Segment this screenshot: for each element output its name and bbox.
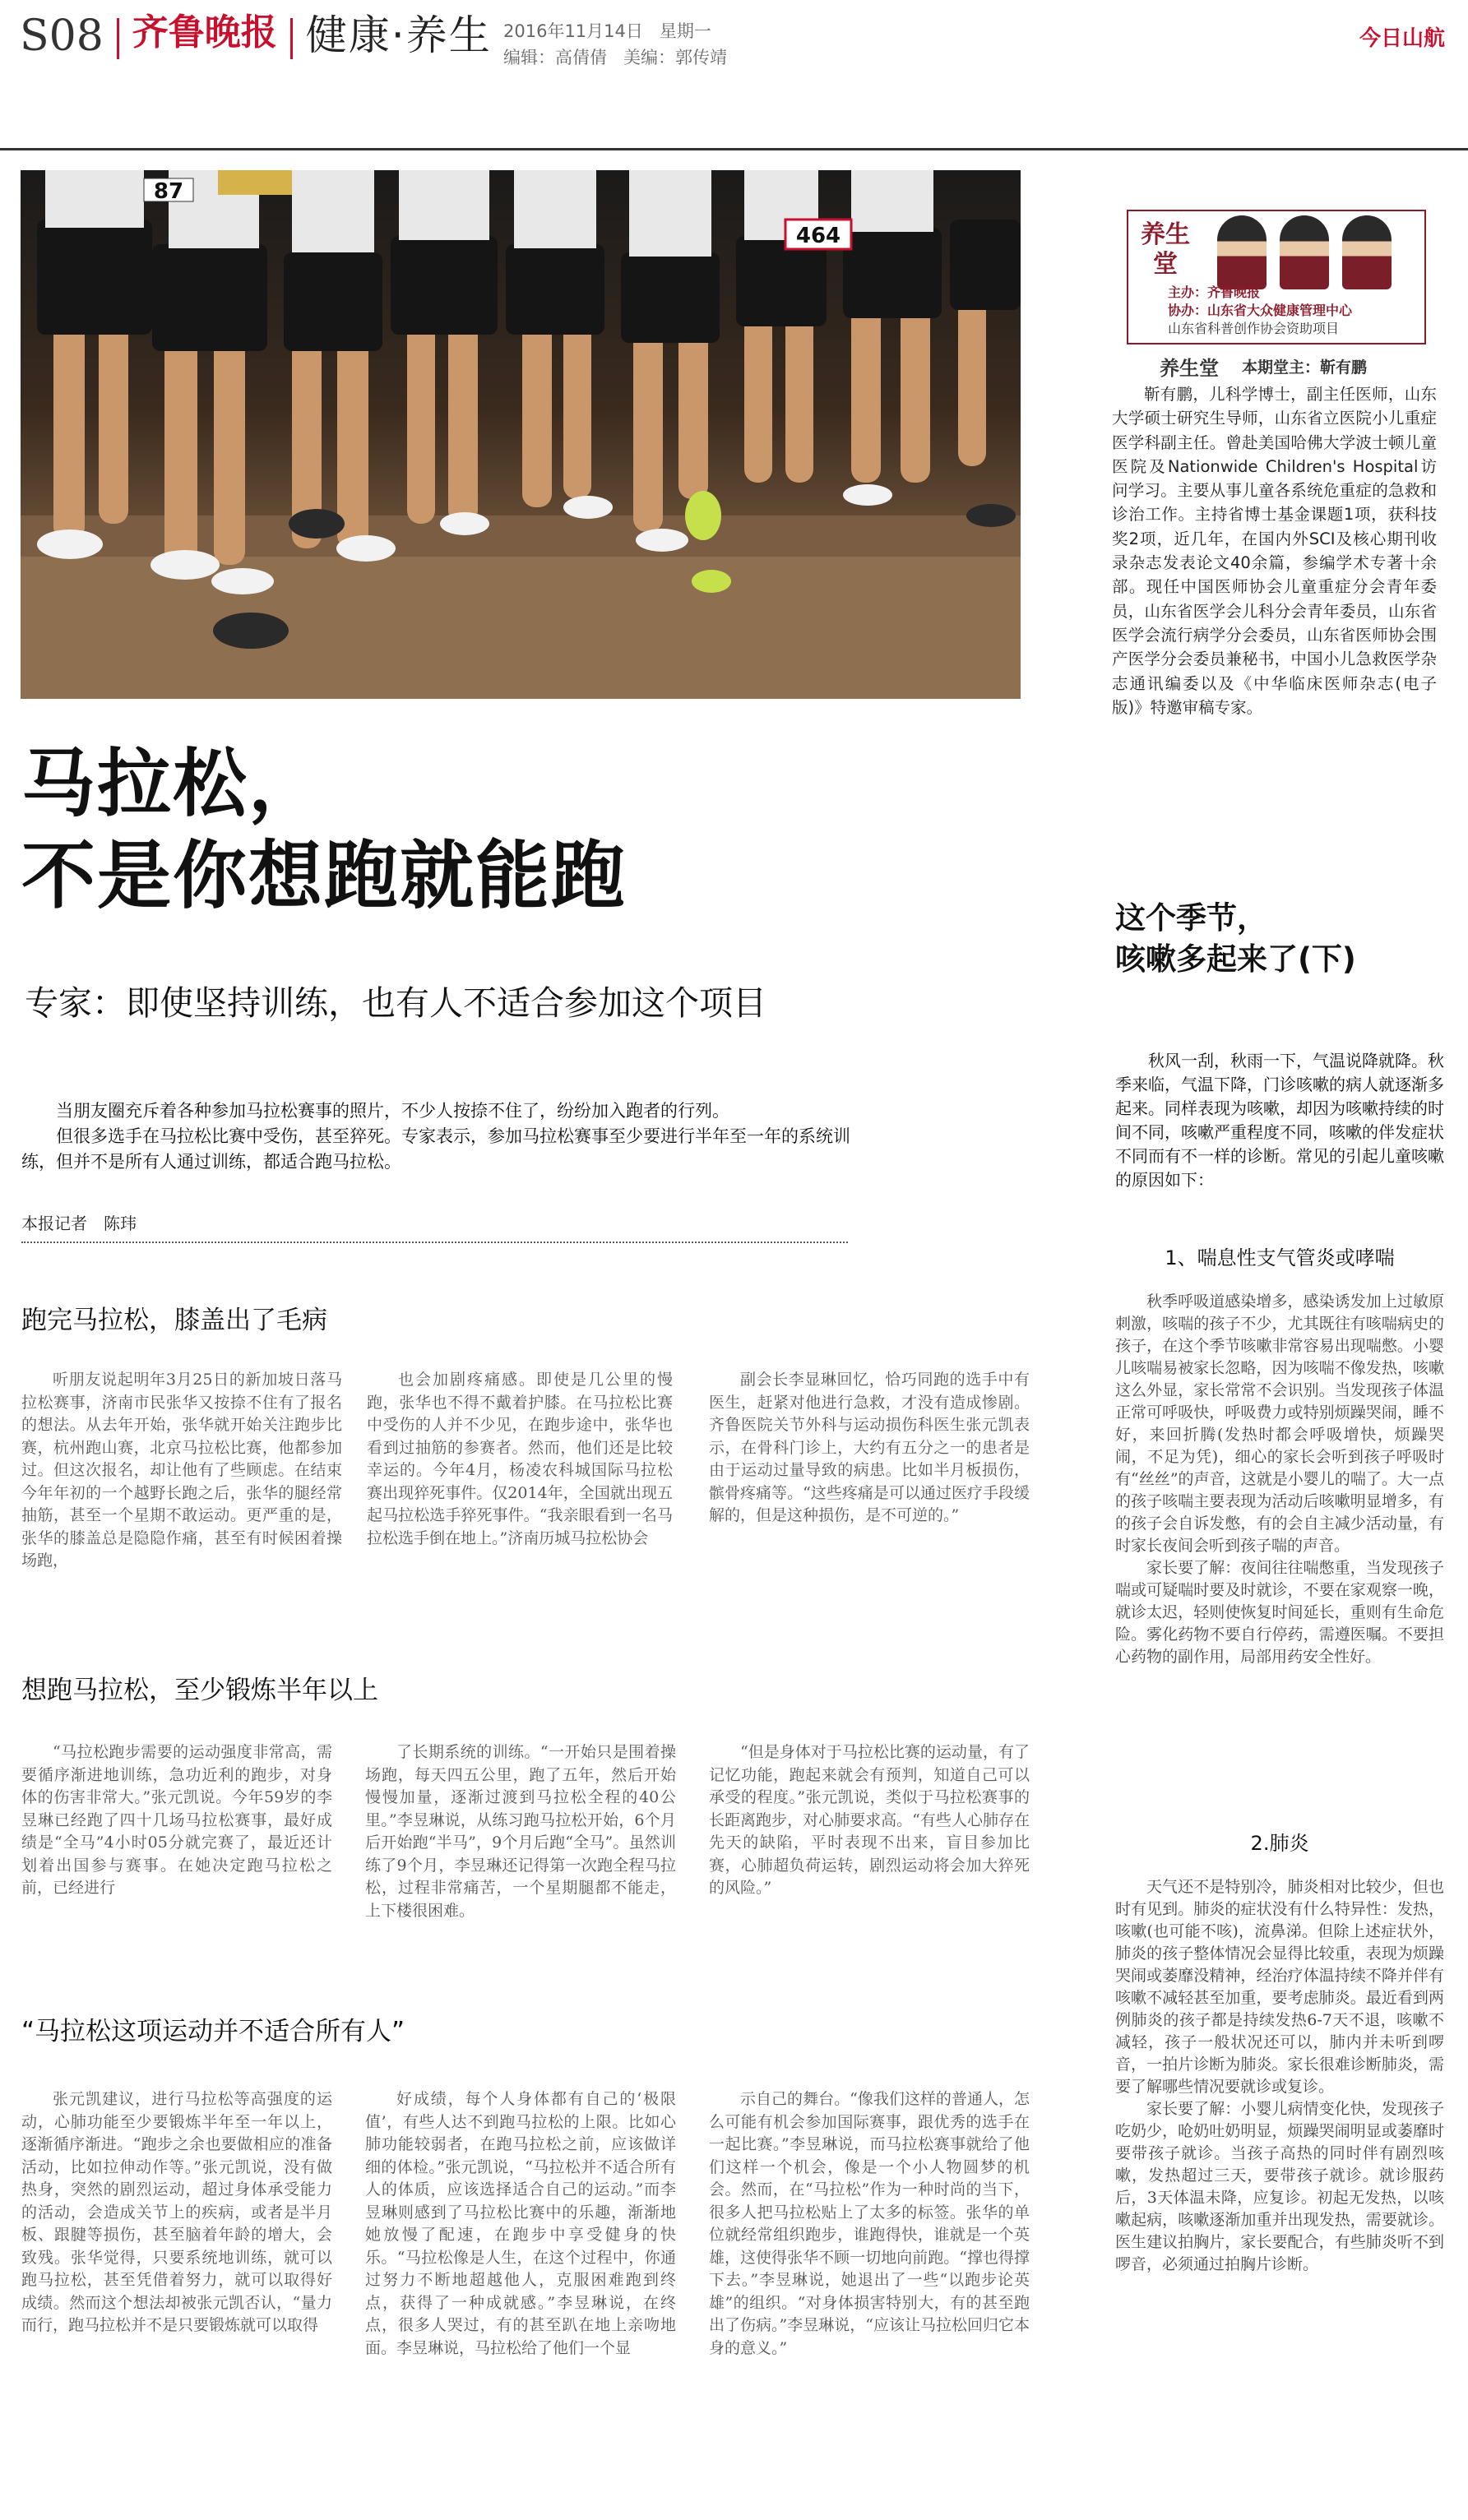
brand-credits <box>1168 284 1415 338</box>
designer: 美编：郭传靖 <box>623 48 728 67</box>
marathon-runners-photo <box>21 170 1021 699</box>
right-subheading: 1、喘息性支气管炎或哮喘 <box>1165 1246 1395 1269</box>
right-article-intro: 秋风一刮，秋雨一下，气温说降就降。秋季来临，气温下降，门诊咳嗽的病人就逐渐多起来。同样表现为咳嗽，却因为咳嗽持续的时间不同，咳嗽严重程度不同，咳嗽的伴发症状不同而有不一样的诊断。常见的引起儿童咳嗽的原因如下： <box>1115 1051 1444 1190</box>
section-name: 健康·养生 <box>305 12 492 59</box>
host-line: 主办：齐鲁晚报 <box>1168 284 1261 300</box>
divider <box>117 18 119 59</box>
co-host-line: 协办：山东省大众健康管理中心 <box>1168 303 1353 318</box>
project-line: 山东省科普创作协会资助项目 <box>1168 321 1340 336</box>
brand-logo: 养生堂 <box>1141 220 1190 279</box>
avatar <box>1217 215 1267 289</box>
right-paragraph: 家长要了解：夜间往往喘憋重，当发现孩子喘或可疑喘时要及时就诊，不要在家观察一晚，就诊太迟，轻则使恢复时间延长，重则有生命危险。雾化药物不要自行停药，需遵医嘱。不要担心药物的副作用，局部用药安全性好。 <box>1115 1559 1444 1666</box>
editor: 编辑：高倩倩 <box>503 48 607 67</box>
body-column: 了长期系统的训练。“一开始只是围着操场跑，每天四五公里，跑了五年，然后开始慢慢加量，逐渐过渡到马拉松全程的40公里。”李昱琳说，从练习跑马拉松开始，6个月后开始跑“半马”，9个月后跑“全马”。虽然训练了9个月，李昱琳还记得第一次跑全程马拉松，过程非常痛苦，一个星期腿都不能走，上下楼很困难。 <box>365 1743 676 1920</box>
right-paragraph: 秋季呼吸道感染增多，感染诱发加上过敏原刺激，咳喘的孩子不少，尤其既往有咳喘病史的孩子，在这个季节咳嗽非常容易出现喘憋。小婴儿咳喘易被家长忽略，因为咳喘不像发热，咳嗽这么外显，家长常常不会识别。当发现孩子体温正常可呼吸快，呼吸费力或特别烦躁哭闹，睡不好，来回折腾(发热时都会呼吸增快，烦躁哭闹，不足为凭)，细心的家长会听到孩子呼吸时有“丝丝”的声音，这就是小婴儿的喘了。大一点的孩子咳喘主要表现为活动后咳嗽明显增多，有的孩子会自诉发憋，有的会自主减少活动量，有时家长夜间会听到孩子喘的声音。 <box>1115 1292 1444 1555</box>
byline: 本报记者 陈玮 <box>21 1214 137 1233</box>
body-column: “但是身体对于马拉松比赛的运动量，有了记忆功能，跑起来就会有预判，知道自己可以承受的程度。”张元凯说，类似于马拉松赛事的长距离跑步，对心肺要求高。“有些人心肺存在先天的缺陷，平时表现不出来，盲目参加比赛，心肺超负荷运转，剧烈运动将会加大猝死的风险。” <box>709 1743 1030 1897</box>
headline-line-1: 马拉松， <box>21 741 324 827</box>
headline-line-2: 不是你想跑就能跑 <box>21 833 627 919</box>
column-host: 本期堂主：靳有鹏 <box>1242 358 1368 377</box>
header-tagline: 今日山航 <box>1359 26 1445 51</box>
right-body-block <box>1115 1291 1444 1668</box>
body-column: 示自己的舞台。“像我们这样的普通人，怎么可能有机会参加国际赛事，跟优秀的选手在一起比赛。”李昱琳说，而马拉松赛事就给了他们这样一个机会，像是一个小人物圆梦的机会。然而，在“马拉松”作为一种时尚的当下，很多人把马拉松贴上了太多的标签。张华的单位就经常组织跑步，谁跑得快，谁就是一个英雄，这使得张华不顾一切地向前跑。“撑也得撑下去。”李昱琳说，她退出了一些“以跑步论英雄”的组织。“对身体损害特别大，有的甚至跑出了伤病。”李昱琳说，“应该让马拉松回归它本身的意义。” <box>709 2090 1030 2357</box>
subheadline: 专家：即使坚持训练，也有人不适合参加这个项目 <box>25 983 766 1023</box>
right-paragraph: 家长要了解：小婴儿病情变化快，发现孩子吃奶少，呛奶吐奶明显，烦躁哭闹明显或萎靡时要带孩子就诊。当孩子高热的同时伴有剧烈咳嗽，发热超过三天，要带孩子就诊。就诊服药后，3天体温未降，应复诊。初起无发热，以咳嗽起病，咳嗽逐渐加重并出现发热，需要就诊。医生建议拍胸片，家长要配合，有些肺炎听不到啰音，必须通过拍胸片诊断。 <box>1115 2100 1444 2273</box>
divider <box>290 18 293 59</box>
right-title-line-2: 咳嗽多起来了(下) <box>1115 941 1356 977</box>
body-column: 听朋友说起明年3月25日的新加坡日落马拉松赛事，济南市民张华又按捺不住有了报名的想法。从去年开始，张华就开始关注跑步比赛，杭州跑山赛，北京马拉松比赛，他都参加过。但这次报名，却让他有了些顾虑。在结束今年年初的一个越野长跑之后，张华的腿经常抽筋，甚至一个星期不敢运动。更严重的是，张华的膝盖总是隐隐作痛，甚至有时候困着操场跑， <box>21 1371 342 1570</box>
right-body-block <box>1115 1876 1444 2276</box>
bib-number-87: 87 <box>153 179 184 204</box>
section-heading: 跑完马拉松，膝盖出了毛病 <box>21 1306 327 1335</box>
body-column: 张元凯建议，进行马拉松等高强度的运动，心肺功能至少要锻炼半年至一年以上，逐渐循序渐进。“跑步之余也要做相应的准备活动，比如拉伸动作等。”张元凯说，没有做热身，突然的剧烈运动，超过身体承受能力的活动，会造成关节上的疾病，或者是半月板、跟腱等损伤，甚至脑着年龄的增大，会致残。张华觉得，只要系统地训练，就可以跑马拉松，甚至凭借着努力，就可以取得好成绩。然而这个想法却被张元凯否认，“量力而行，跑马拉松并不是只要锻炼就可以取得 <box>21 2090 332 2334</box>
lead-paragraph: 但很多选手在马拉松比赛中受伤，甚至猝死。专家表示，参加马拉松赛事至少要进行半年至一年的系统训练，但并不是所有人通过训练，都适合跑马拉松。 <box>21 1126 850 1172</box>
bib-number-464: 464 <box>795 224 841 248</box>
lead-paragraphs <box>21 1098 852 1175</box>
right-article-title <box>1115 898 1444 980</box>
section-heading: “马拉松这项运动并不适合所有人” <box>21 2017 405 2046</box>
weekday: 星期一 <box>659 21 711 41</box>
body-column: 好成绩，每个人身体都有自己的‘极限值’，有些人达不到跑马拉松的上限。比如心肺功能较弱者，在跑马拉松之前，应该做详细的体检。”张元凯说，“马拉松并不适合所有人的体质，应该选择适合自己的运动。”而李昱琳则感到了马拉松比赛中的乐趣，渐渐地她放慢了配速，在跑步中享受健身的快乐。“马拉松像是人生，在这个过程中，你通过努力不断地超越他人，克服困难跑到终点，获得了一种成就感。”李昱琳说，在终点，很多人哭过，有的甚至趴在地上亲吻地面。李昱琳说，马拉松给了他们一个显 <box>365 2090 676 2357</box>
right-subheading: 2.肺炎 <box>1250 1832 1309 1855</box>
right-title-line-1: 这个季节， <box>1115 900 1267 936</box>
host-portraits <box>1217 215 1392 289</box>
paper-name: 齐鲁晚报 <box>132 12 277 53</box>
section-heading: 想跑马拉松，至少锻炼半年以上 <box>21 1676 378 1705</box>
expert-bio: 靳有鹏，儿科学博士，副主任医师，山东大学硕士研究生导师，山东省立医院小儿重症医学科副主任。曾赴美国哈佛大学波士顿儿童医院及Nationwide Children's Hospital访问学习。主要从事儿童各系统危重症的急救和诊治工作。主持省博士基金课题1项，获科技奖2项，近几年，在国内外SCI及核心期刊收录杂志发表论文40余篇，参编学术专著十余部。现任中国医师协会儿童重症分会青年委员，山东省医学会儿科分会青年委员，山东省医学会流行病学分会委员，山东省医师协会围产医学分会委员兼秘书，中国小儿急救医学杂志通讯编委以及《中华临床医师杂志(电子版)》特邀审稿专家。 <box>1112 385 1437 717</box>
body-column: 也会加剧疼痛感。即使是几公里的慢跑，张华也不得不戴着护膝。在马拉松比赛中受伤的人并不少见，在跑步途中，张华也看到过抽筋的参赛者。然而，他们还是比较幸运的。今年4月，杨凌农科城国际马拉松赛出现猝死事件。仅2014年，全国就出现五起马拉松选手猝死事件。“我亲眼看到一名马拉松选手倒在地上。”济南历城马拉松协会 <box>367 1371 673 1547</box>
runners-illustration <box>21 170 1021 699</box>
avatar <box>1280 215 1329 289</box>
page-number: S08 <box>20 12 104 61</box>
avatar <box>1342 215 1392 289</box>
issue-date: 2016年11月14日 <box>503 21 643 41</box>
lead-paragraph: 当朋友圈充斥着各种参加马拉松赛事的照片，不少人按捺不住了，纷纷加入跑者的行列。 <box>56 1101 729 1121</box>
body-column: 副会长李显琳回忆，恰巧同跑的选手中有医生，赶紧对他进行急救，才没有造成惨剧。齐鲁医院关节外科与运动损伤科医生张元凯表示，在骨科门诊上，大约有五分之一的患者是由于运动过量导致的病患。比如半月板损伤，髌骨疼痛等。“这些疼痛是可以通过医疗手段缓解的，但是这种损伤，是不可逆的。” <box>709 1371 1030 1524</box>
dotted-rule <box>21 1242 848 1243</box>
header-meta <box>503 18 931 71</box>
right-paragraph: 天气还不是特别冷，肺炎相对比较少，但也时有见到。肺炎的症状没有什么特异性：发热，咳嗽(也可能不咳)，流鼻涕。但除上述症状外，肺炎的孩子整体情况会显得比较重，表现为烦躁哭闹或萎靡没精神，经治疗体温持续不降并伴有咳嗽不减轻甚至加重，要考虑肺炎。最近看到两例肺炎的孩子都是持续发热6-7天不退，咳嗽不减轻，孩子一般状况还可以，肺内并未听到啰音，一拍片诊断为肺炎。家长很难诊断肺炎，需要了解哪些情况要就诊或复诊。 <box>1115 1878 1444 2096</box>
column-title: 养生堂 <box>1160 357 1219 380</box>
body-column: “马拉松跑步需要的运动强度非常高，需要循序渐进地训练，急功近利的跑步，对身体的伤害非常大。”张元凯说。今年59岁的李昱琳已经跑了四十几场马拉松赛事，最好成绩是“全马”4小时05分就完赛了，最近还计划着出国参与赛事。在她决定跑马拉松之前，已经进行 <box>21 1743 332 1897</box>
headline <box>21 738 1058 922</box>
